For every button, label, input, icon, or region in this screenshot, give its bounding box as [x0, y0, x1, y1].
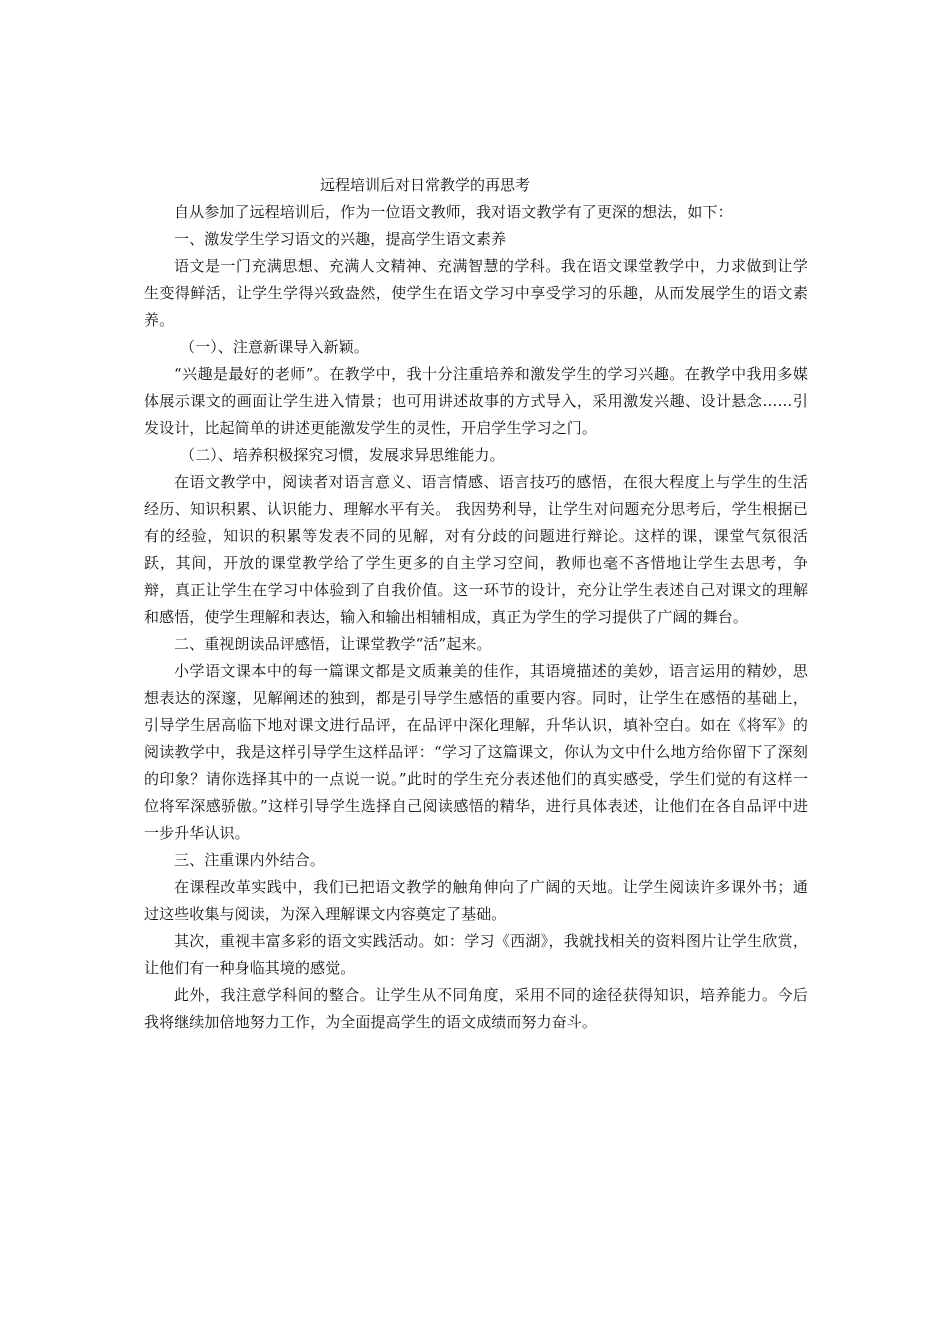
section-heading: 三、注重课内外结合。 [174, 851, 326, 869]
body-paragraph: “兴趣是最好的老师”。在教学中，我十分注重培养和激发学生的学习兴趣。在教学中我用多媒体展示课文的画面让学生进入情景；也可用讲述故事的方式导入，采用激发兴趣、设计悬念……引发设计，比起简单的讲述更能激发学生的灵性，开启学生学习之门。 [144, 365, 808, 437]
body-paragraph: 在课程改革实践中，我们已把语文教学的触角伸向了广阔的天地。让学生阅读许多课外书；通过这些收集与阅读，为深入理解课文内容奠定了基础。 [144, 878, 808, 923]
subsection-heading: （二）、培养积极探究习惯，发展求异思维能力。 [180, 446, 505, 464]
body-paragraph: 语文是一门充满思想、充满人文精神、充满智慧的学科。我在语文课堂教学中，力求做到让学生变得鲜活，让学生学得兴致盎然，使学生在语文学习中享受学习的乐趣，从而发展学生的语文素养。 [144, 257, 808, 329]
body-paragraph: 小学语文课本中的每一篇课文都是文质兼美的佳作，其语境描述的美妙，语言运用的精妙，思想表达的深邃，见解阐述的独到，都是引导学生感悟的重要内容。同时，让学生在感悟的基础上，引导学生居高临下地对课文进行品评，在品评中深化理解，升华认识，填补空白。如在《将军》的阅读教学中，我是这样引导学生这样品评：“学习了这篇课文，你认为文中什么地方给你留下了深刻的印象？请你选择其中的一点说一说。”此时的学生充分表述他们的真实感受，学生们觉的有这样一位将军深感骄傲。”这样引导学生选择自己阅读感悟的精华，进行具体表述，让他们在各自品评中进一步升华认识。 [144, 662, 808, 842]
document-body [144, 172, 808, 1036]
document-title: 远程培训后对日常教学的再思考 [320, 176, 531, 194]
body-paragraph: 自从参加了远程培训后，作为一位语文教师，我对语文教学有了更深的想法，如下： [174, 203, 733, 221]
body-paragraph: 在语文教学中，阅读者对语言意义、语言情感、语言技巧的感悟，在很大程度上与学生的生活经历、知识积累、认识能力、理解水平有关。 我因势利导，让学生对问题充分思考后，学生根据已有的经验，知识的积累等发表不同的见解，对有分歧的问题进行辩论。这样的课，课堂气氛很活跃，其间，开放的课堂教学给了学生更多的自主学习空间，教师也毫不吝惜地让学生去思考，争辩，真正让学生在学习中体验到了自我价值。这一环节的设计，充分让学生表述自己对课文的理解和感悟，使学生理解和表达，输入和输出相辅相成，真正为学生的学习提供了广阔的舞台。 [144, 473, 808, 626]
subsection-heading: （一）、注意新课导入新颖。 [180, 338, 369, 356]
body-paragraph: 此外，我注意学科间的整合。让学生从不同角度，采用不同的途径获得知识，培养能力。今后我将继续加倍地努力工作，为全面提高学生的语文成绩而努力奋斗。 [144, 986, 808, 1031]
paragraph-list [144, 199, 808, 1036]
section-heading: 二、重视朗读品评感悟，让课堂教学“活”起来。 [174, 635, 492, 653]
section-heading: 一、激发学生学习语文的兴趣，提高学生语文素养 [174, 230, 507, 248]
body-paragraph: 其次，重视丰富多彩的语文实践活动。如：学习《西湖》，我就找相关的资料图片让学生欣赏，让他们有一种身临其境的感觉。 [144, 932, 808, 977]
